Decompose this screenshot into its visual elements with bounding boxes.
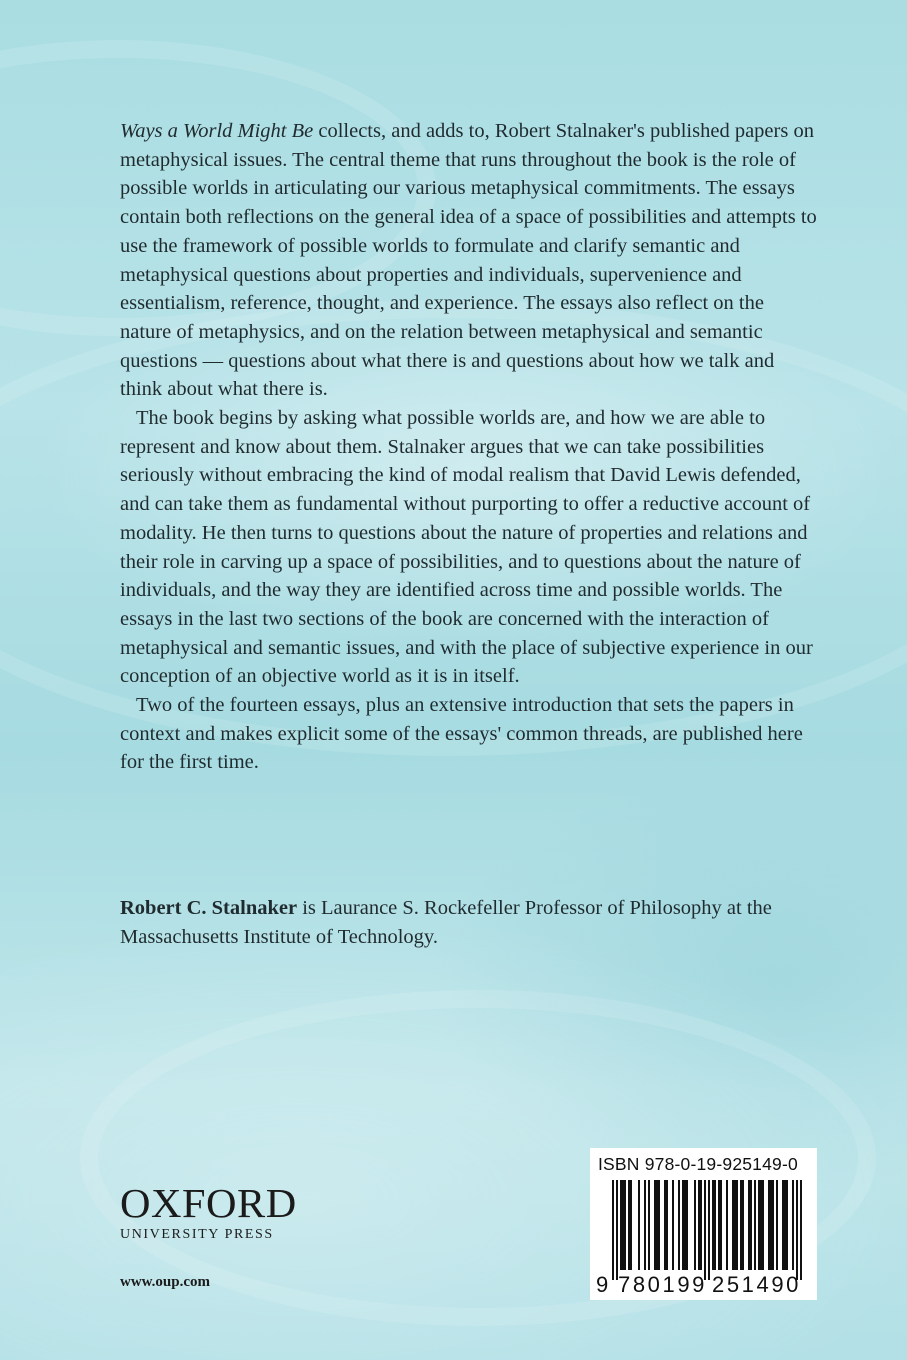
barcode-bar — [792, 1180, 794, 1270]
barcode-bar — [624, 1180, 626, 1270]
barcode-bar — [700, 1180, 702, 1270]
author-name: Robert C. Stalnaker — [120, 897, 298, 919]
barcode-bar — [678, 1180, 680, 1270]
barcode-bar — [772, 1180, 774, 1270]
book-title: Ways a World Might Be — [120, 120, 314, 142]
barcode-bar — [666, 1180, 668, 1270]
barcode-bar — [630, 1180, 632, 1270]
barcode-bar — [698, 1180, 700, 1270]
blurb-paragraph-1: Ways a World Might Be collects, and adds to, Robert Stalnaker's published papers on metaphysical issues. The central theme that runs throughout the book is the role of possible worlds in articulating our various metaphysical commitments. The essays contain both reflections on the general idea of a space of possibilities and attempts to use the framework of possible worlds to formulate and clarify semantic and metaphysical questions about properties and individuals, supervenience and essentialism, reference, thought, and experience. The essays also reflect on the nature of metaphysics, and on the relation between metaphysical and semantic questions — questions about what there is and questions about how we talk and think about what there is. — [120, 120, 817, 401]
barcode-bar — [708, 1180, 710, 1280]
barcode-digit-lead: 9 — [596, 1272, 609, 1297]
barcode-bar — [760, 1180, 762, 1270]
barcode-bar — [704, 1180, 706, 1280]
barcode-bar — [648, 1180, 650, 1270]
isbn-label: ISBN 978-0-19-925149-0 — [598, 1154, 798, 1174]
barcode-bar — [758, 1180, 760, 1270]
barcode-bar — [734, 1180, 736, 1270]
barcode-bar — [754, 1180, 756, 1270]
barcode-bar — [732, 1180, 734, 1270]
barcode-bar — [736, 1180, 738, 1270]
barcode-bar — [762, 1180, 764, 1270]
barcode-bar — [800, 1180, 802, 1280]
barcode-bar — [620, 1180, 622, 1270]
barcode-bar — [784, 1180, 786, 1270]
barcode-bar — [628, 1180, 630, 1270]
barcode-bar — [682, 1180, 684, 1270]
publisher-url: www.oup.com — [120, 1274, 211, 1290]
barcode-bar — [656, 1180, 658, 1270]
publisher-subname: UNIVERSITY PRESS — [120, 1227, 274, 1242]
blurb-paragraph-3: Two of the fourteen essays, plus an extensive introduction that sets the papers in context and makes explicit some of the essays' common threads, are published here for the first time. — [120, 694, 803, 774]
publisher-name: OXFORD — [120, 1180, 297, 1226]
barcode-bar — [654, 1180, 656, 1270]
barcode-bar — [720, 1180, 722, 1270]
barcode-bar — [782, 1180, 784, 1270]
barcode-digits-left: 780199 — [618, 1272, 708, 1297]
barcode-bar — [740, 1180, 742, 1270]
barcode-bar — [616, 1180, 618, 1280]
barcode-bar — [786, 1180, 788, 1270]
barcode-bar — [742, 1180, 744, 1270]
barcode-bar — [768, 1180, 770, 1270]
barcode-bar — [664, 1180, 666, 1270]
blurb-text — [120, 117, 820, 777]
barcode-bar — [638, 1180, 640, 1270]
barcode-bar — [718, 1180, 720, 1270]
barcode-bar — [748, 1180, 750, 1270]
barcode-bar — [796, 1180, 798, 1280]
publisher-logo — [120, 1180, 300, 1243]
barcode-bar — [770, 1180, 772, 1270]
barcode-bar — [750, 1180, 752, 1270]
barcode-digits-right: 251490 — [712, 1272, 802, 1297]
barcode-bar — [622, 1180, 624, 1270]
barcode-bar — [684, 1180, 686, 1270]
barcode-bar — [644, 1180, 646, 1270]
barcode-bar — [776, 1180, 778, 1270]
barcode-bar — [686, 1180, 688, 1270]
blurb-paragraph-2: The book begins by asking what possible worlds are, and how we are able to represent and know about them. Stalnaker argues that we can take possibilities seriously without embracing the kind of modal realism that David Lewis defended, and can take them as fundamental without purporting to offer a reductive account of modality. He then turns to questions about the nature of properties and relations and their role in carving up a space of possibilities, and to questions about the nature of individuals, and the way they are identified across time and possible worlds. The essays in the last two sections of the book are concerned with the interaction of metaphysical and semantic issues, and with the place of subjective experience in our conception of an objective world as it is in itself. — [120, 407, 813, 688]
barcode-bar — [694, 1180, 696, 1270]
barcode-bar — [714, 1180, 716, 1270]
barcode-bar — [612, 1180, 614, 1280]
barcode-bar — [658, 1180, 660, 1270]
barcode-bar — [712, 1180, 714, 1270]
barcode-bar — [726, 1180, 728, 1270]
barcode-bar — [672, 1180, 674, 1270]
barcode — [590, 1148, 817, 1300]
author-bio: Robert C. Stalnaker is Laurance S. Rockefeller Professor of Philosophy at the Massachusetts Institute of Technology. — [120, 897, 772, 948]
